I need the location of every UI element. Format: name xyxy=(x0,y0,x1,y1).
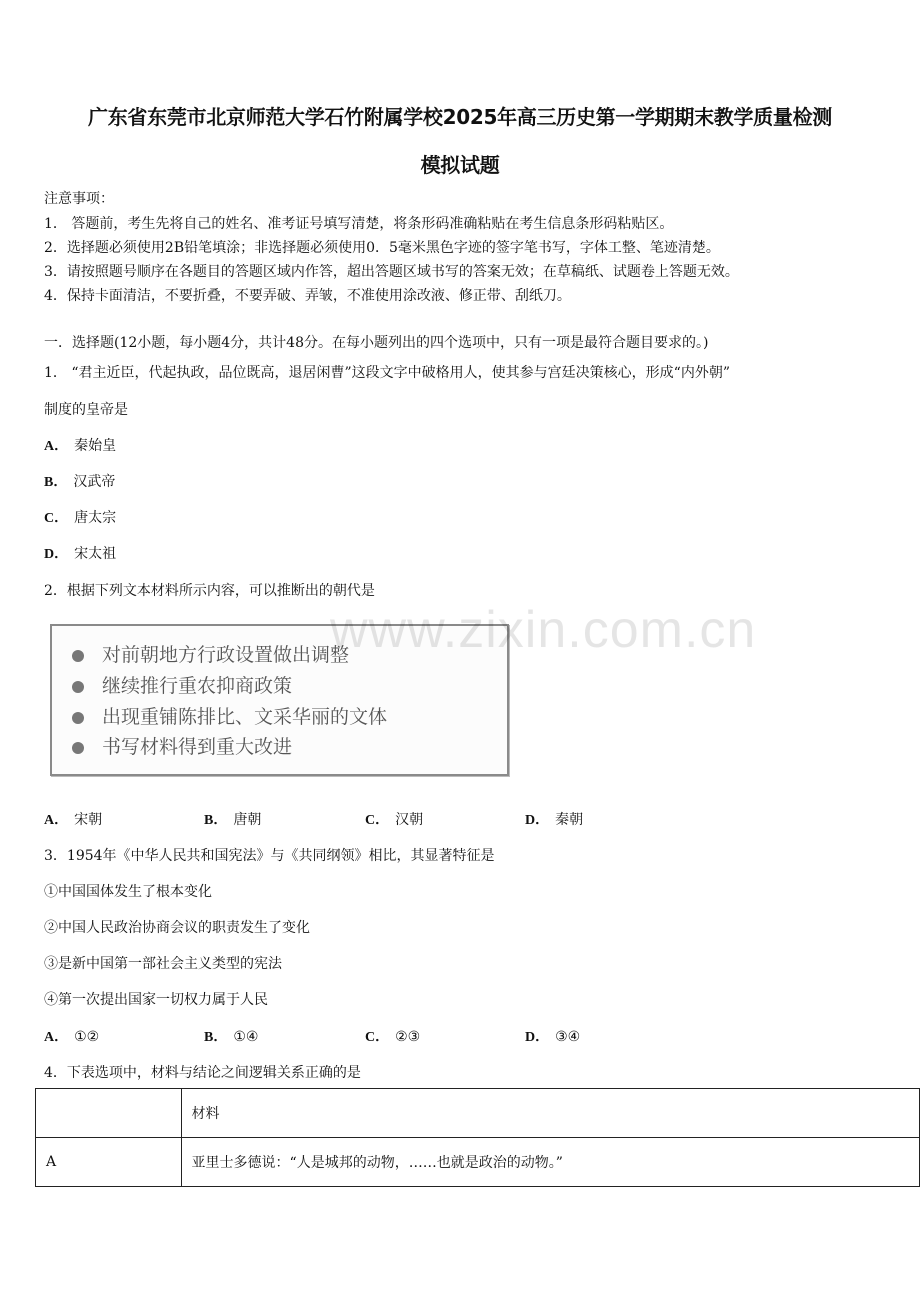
bullet-dot-icon xyxy=(72,742,84,754)
notice-item: 3．请按照题号顺序在各题目的答题区域内作答，超出答题区域书写的答案无效；在草稿纸、试题卷上答题无效。 xyxy=(44,264,739,280)
q1-option-c: C． 唐太宗 xyxy=(44,510,117,526)
q3-option-a: A． ①② xyxy=(44,1029,100,1045)
table-cell: 亚里士多德说：“人是城邦的动物，……也就是政治的动物。” xyxy=(181,1138,919,1187)
document-title-line1: 广东省东莞市北京师范大学石竹附属学校2025年高三历史第一学期期末教学质量检测 xyxy=(88,105,832,129)
notice-item: 2．选择题必须使用2B铅笔填涂；非选择题必须使用0．5毫米黑色字迹的签字笔书写，字体工整、笔迹清楚。 xyxy=(44,240,720,256)
q3-statement: ①中国国体发生了根本变化 xyxy=(44,884,212,900)
q3-option-c: C． ②③ xyxy=(365,1029,421,1045)
q2-option-d: D． 秦朝 xyxy=(525,812,584,828)
table-row xyxy=(36,1138,920,1187)
document-title-line2: 模拟试题 xyxy=(420,153,500,177)
notice-heading: 注意事项： xyxy=(44,191,114,207)
q3-statement: ②中国人民政治协商会议的职责发生了变化 xyxy=(44,920,310,936)
q1-option-a: A． 秦始皇 xyxy=(44,438,117,454)
q4-stem: 4．下表选项中，材料与结论之间逻辑关系正确的是 xyxy=(44,1065,361,1081)
q1-stem-line1: 1． “君主近臣，代起执政，品位既高，退居闲曹”这段文字中破格用人，使其参与宫廷决策核心，形成“内外朝” xyxy=(44,365,730,381)
notice-item: 4．保持卡面清洁，不要折叠，不要弄破、弄皱，不准使用涂改液、修正带、刮纸刀。 xyxy=(44,288,571,304)
figure-bullet: 继续推行重农抑商政策 xyxy=(72,671,292,698)
q3-option-d: D． ③④ xyxy=(525,1029,581,1045)
figure-bullet: 书写材料得到重大改进 xyxy=(72,732,292,759)
table-header-cell xyxy=(36,1089,182,1138)
q1-option-d: D． 宋太祖 xyxy=(44,546,117,562)
q3-option-b: B． ①④ xyxy=(204,1029,259,1045)
table-header-row xyxy=(36,1089,920,1138)
q3-statement: ④第一次提出国家一切权力属于人民 xyxy=(44,992,268,1008)
q2-option-b: B． 唐朝 xyxy=(204,812,262,828)
table-header-cell: 材料 xyxy=(181,1089,919,1138)
bullet-dot-icon xyxy=(72,650,84,662)
bullet-dot-icon xyxy=(72,712,84,724)
q3-stem: 3．1954年《中华人民共和国宪法》与《共同纲领》相比，其显著特征是 xyxy=(44,848,495,864)
q1-stem-line2: 制度的皇帝是 xyxy=(44,402,128,418)
q2-option-c: C． 汉朝 xyxy=(365,812,424,828)
q3-statement: ③是新中国第一部社会主义类型的宪法 xyxy=(44,956,282,972)
q2-option-a: A． 宋朝 xyxy=(44,812,103,828)
figure-bullet: 对前朝地方行政设置做出调整 xyxy=(72,640,349,667)
watermark: www.zixin.com.cn xyxy=(330,601,757,659)
q2-stem: 2．根据下列文本材料所示内容，可以推断出的朝代是 xyxy=(44,583,375,599)
figure-bullet: 出现重铺陈排比、文采华丽的文体 xyxy=(72,702,387,729)
q1-option-b: B． 汉武帝 xyxy=(44,474,116,490)
table-cell: A xyxy=(36,1138,182,1187)
section-heading: 一．选择题(12小题，每小题4分，共计48分。在每小题列出的四个选项中，只有一项是最符合题目要求的。) xyxy=(44,335,709,351)
notice-item: 1． 答题前，考生先将自己的姓名、准考证号填写清楚，将条形码准确粘贴在考生信息条形码粘贴区。 xyxy=(44,216,674,232)
bullet-dot-icon xyxy=(72,681,84,693)
q4-table xyxy=(35,1088,920,1187)
